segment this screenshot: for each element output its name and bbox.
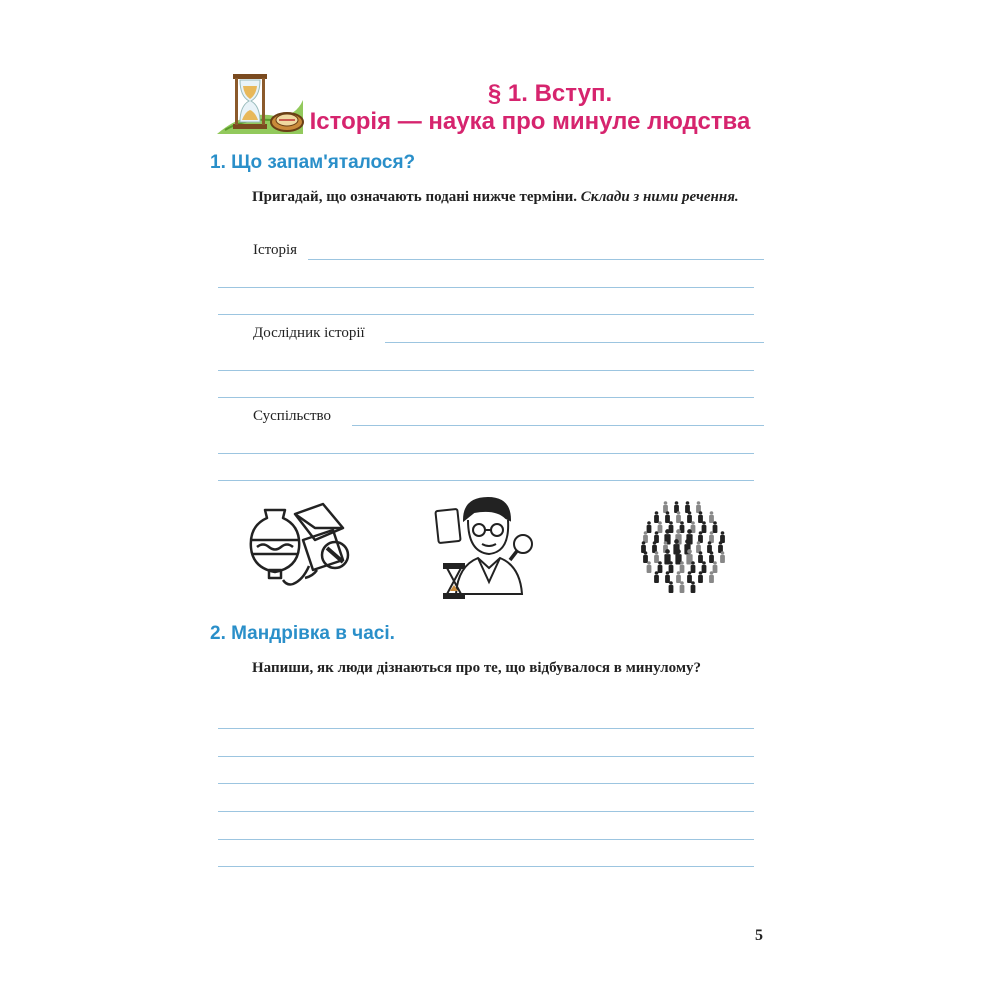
person-figure — [680, 581, 685, 593]
person-figure — [698, 571, 703, 583]
person-figure — [709, 511, 714, 523]
person-figure — [713, 521, 718, 533]
person-figure — [702, 561, 707, 573]
task1-instruction-italic: Склади з ними речення. — [580, 189, 739, 205]
person-figure — [643, 551, 648, 563]
person-figure — [698, 511, 703, 523]
person-figure — [669, 581, 674, 593]
person-figure — [654, 571, 659, 583]
answer-line[interactable] — [218, 756, 754, 757]
answer-line[interactable] — [218, 728, 754, 729]
answer-line[interactable] — [218, 480, 754, 481]
person-figure — [676, 571, 681, 583]
historian-icon — [434, 494, 539, 600]
person-figure — [665, 571, 670, 583]
person-figure — [720, 551, 725, 563]
person-figure — [647, 561, 652, 573]
answer-line[interactable] — [218, 287, 754, 288]
paragraph-title: § 1. Вступ. — [487, 80, 613, 107]
hourglass-compass-icon — [215, 70, 305, 136]
person-figure — [698, 551, 703, 563]
person-figure — [709, 551, 714, 563]
answer-line[interactable] — [218, 453, 754, 454]
answer-line[interactable] — [352, 425, 764, 426]
person-figure — [691, 561, 696, 573]
person-figure — [687, 571, 692, 583]
person-figure — [658, 561, 663, 573]
task2-heading: 2. Мандрівка в часі. — [210, 623, 395, 644]
person-figure — [658, 521, 663, 533]
answer-line[interactable] — [218, 314, 754, 315]
person-figure — [665, 511, 670, 523]
term-history: Історія — [253, 242, 298, 258]
person-figure — [713, 561, 718, 573]
person-figure — [669, 561, 674, 573]
term-society: Суспільство — [253, 408, 332, 424]
person-figure — [654, 511, 659, 523]
answer-line[interactable] — [385, 342, 764, 343]
artifacts-icon — [243, 500, 358, 590]
term-researcher: Дослідник історії — [253, 325, 365, 341]
person-figure — [676, 511, 681, 523]
answer-line[interactable] — [308, 259, 764, 260]
task1-instruction — [210, 185, 765, 209]
page-number: 5 — [755, 927, 763, 944]
answer-line[interactable] — [218, 866, 754, 867]
topic-title: Історія — наука про минуле людства — [309, 108, 751, 135]
answer-line[interactable] — [218, 397, 754, 398]
person-figure — [680, 561, 685, 573]
task1-instruction-bold: Пригадай, що означають подані нижче терміни. — [252, 189, 581, 205]
answer-line[interactable] — [218, 370, 754, 371]
answer-line[interactable] — [218, 839, 754, 840]
answer-line[interactable] — [218, 811, 754, 812]
person-figure — [702, 521, 707, 533]
person-figure — [709, 571, 714, 583]
person-figure — [691, 581, 696, 593]
task1-heading: 1. Що запам'яталося? — [210, 152, 416, 173]
person-figure — [647, 521, 652, 533]
person-figure — [654, 551, 659, 563]
answer-line[interactable] — [218, 783, 754, 784]
society-crowd-icon — [632, 496, 732, 598]
person-figure — [687, 511, 692, 523]
task2-instruction: Напиши, як люди дізнаються про те, що відбувалося в минулому? — [252, 660, 702, 676]
